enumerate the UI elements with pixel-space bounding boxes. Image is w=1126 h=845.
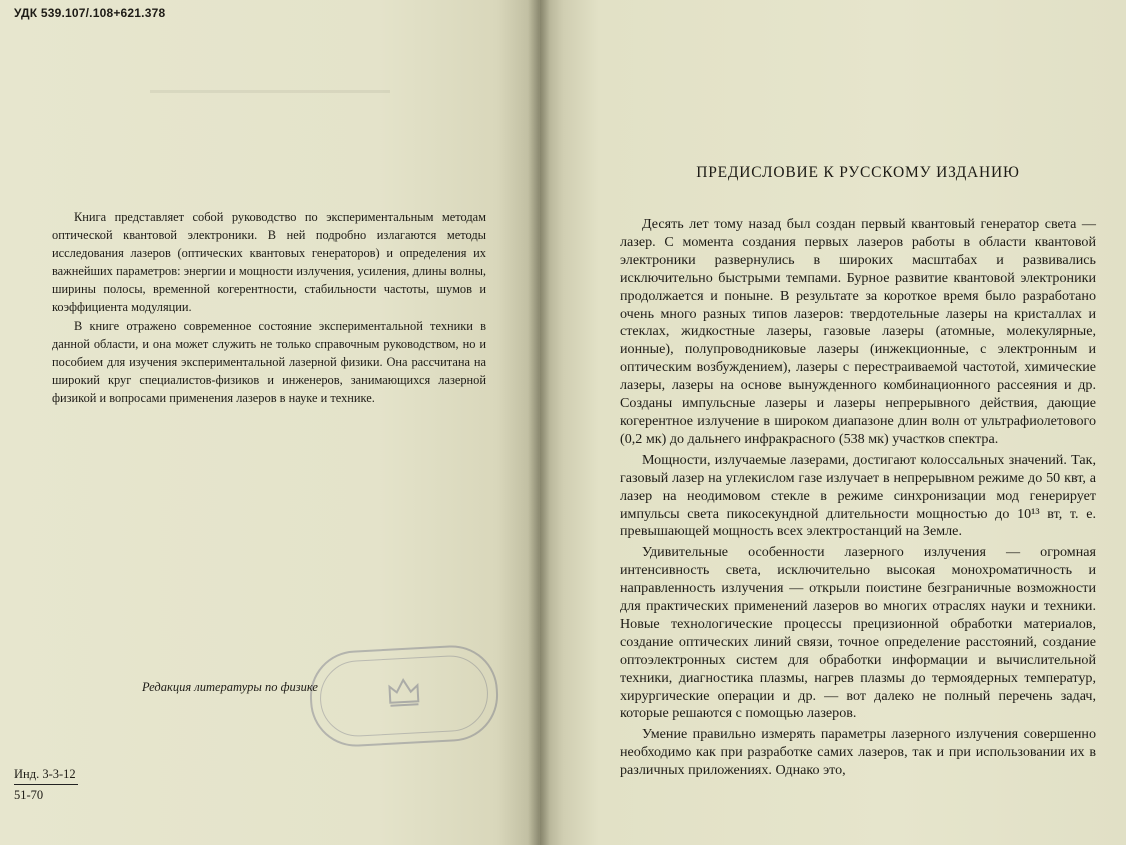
abstract-paragraph-1: Книга представляет собой руководство по экспериментальным методам оптической квантовой электроники. В ней подробно излагаются методы исследования лазеров (оптических квантовых генераторов) и определения их важнейших параметров: энергии и мощности излучения, усиления, длины волны, ширины полосы, временной когерентности, стабильности частоты, шумов и коэффициента модуляции. [52,210,486,315]
index-number: 51-70 [14,788,44,802]
preface-paragraph-2: Мощности, излучаемые лазерами, достигают колоссальных значений. Так, газовый лазер на углекислом газе излучает в непрерывном режиме до 50 квт, а лазер на неодимовом стекле в режиме синхронизации мод генерирует импульсы света пикосекундной длительности мощностью до 10¹³ вт, т. е. превышающей мощность всех электростанций на Земле. [620,451,1096,540]
index-code: Инд. 3-3-12 [14,767,76,781]
index-code-block [14,766,78,803]
right-page [540,0,1126,845]
preface-paragraph-4: Умение правильно измерять параметры лазерного излучения совершенно необходимо как при разработке самих лазеров, так и при использовании их в различных приложениях. Однако это, [620,726,1096,779]
editorial-note: Редакция литературы по физике [142,680,318,694]
abstract-paragraph-2: В книге отражено современное состояние экспериментальной техники в данной области, и она может служить не только справочным руководством, но и пособием для изучения экспериментальной лазерной физики. Она рассчитана на широкий круг специалистов-физиков и инженеров, занимающихся лазерной физикой и вопросами применения лазеров в науке и технике. [52,318,486,405]
index-divider [14,784,78,785]
book-gutter [528,0,550,845]
preface-paragraph-3: Удивительные особенности лазерного излучения — огромная интенсивность света, исключительно высокая монохроматичность и направленность излучения — открыли поистине безграничные возможности для практических применений лазеров во многих отраслях науки и техники. Новые технологические процессы прецизионной обработки материалов, создание оптических линий связи, точное определение расстояний, создание оптоэлектронных систем для обработки информации и вычислительной техники, диагностика плазмы, нагрев плазмы до термоядерных температур, хирургические операции и др. — вот далеко не полный перечень задач, которые решаются с помощью лазеров. [620,544,1096,722]
left-page [0,0,540,845]
crown-emblem [385,673,423,709]
library-stamp [308,643,501,749]
preface-section [620,164,1096,780]
preface-heading: ПРЕДИСЛОВИЕ К РУССКОМУ ИЗДАНИЮ [696,164,1020,181]
show-through-title [150,90,390,203]
book-abstract [52,208,486,407]
preface-paragraph-1: Десять лет тому назад был создан первый квантовый генератор света — лазер. С момента создания первых лазеров работы в области квантовой электроники развернулись в широких масштабах и развивались исключительно быстрыми темпами. Бурное развитие квантовой электроники продолжается и поныне. В результате за короткое время было разработано очень много разных типов лазеров: твердотельные лазеры на кристаллах и стеклах, жидкостные лазеры, газовые лазеры (атомные, молекулярные, ионные), полупроводниковые лазеры (инжекционные, с электронным и оптическим возбуждением), лазеры с перестраиваемой частотой, химические лазеры, лазеры на основе вынужденного комбинационного рассеяния и др. Созданы импульсные лазеры и лазеры непрерывного действия, дающие когерентное излучение в широком диапазоне длин волн от ультрафиолетового (0,2 мк) до дальнего инфракрасного (538 мк) участков спектра. [620,216,1096,447]
udk-code: УДК 539.107/.108+621.378 [14,6,166,20]
preface-body [620,216,1096,780]
